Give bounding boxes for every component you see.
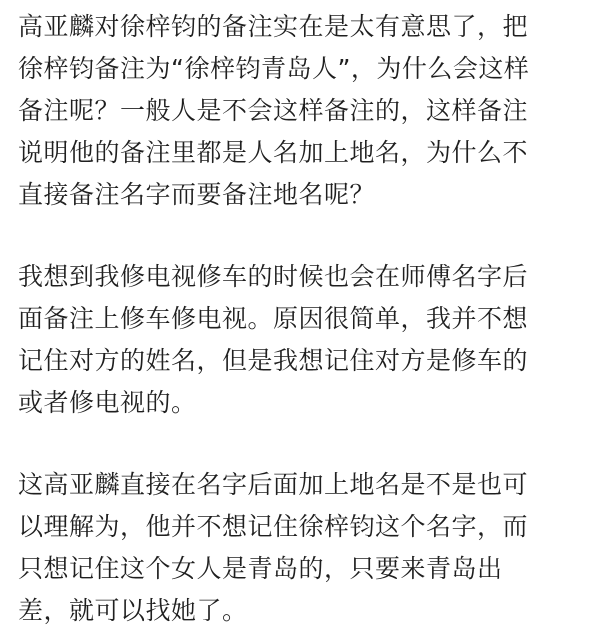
text-line: 记住对方的姓名，但是我想记住对方是修车的 — [18, 346, 529, 375]
paragraph-spacer — [18, 216, 590, 256]
text-line: 面备注上修车修电视。原因很简单，我并不想 — [18, 304, 529, 333]
text-line: 徐梓钧备注为“徐梓钧青岛人”，为什么会这样 — [18, 54, 530, 83]
text-line: 说明他的备注里都是人名加上地名，为什么不 — [18, 138, 529, 167]
text-line: 或者修电视的。 — [18, 388, 197, 417]
text-line: 以理解为，他并不想记住徐梓钧这个名字，而 — [18, 512, 529, 541]
text-line: 直接备注名字而要备注地名呢？ — [18, 180, 376, 209]
text-line: 我想到我修电视修车的时候也会在师傅名字后 — [18, 262, 529, 291]
text-line: 差，就可以找她了。 — [18, 596, 248, 625]
paragraph-2 — [18, 256, 590, 424]
text-line: 只想记住这个女人是青岛的，只要来青岛出 — [18, 554, 503, 583]
text-line: 高亚麟对徐梓钧的备注实在是太有意思了，把 — [18, 12, 529, 41]
paragraph-3 — [18, 464, 590, 632]
text-line: 备注呢？一般人是不会这样备注的，这样备注 — [18, 96, 529, 125]
paragraph-1 — [18, 6, 590, 216]
text-line: 这高亚麟直接在名字后面加上地名是不是也可 — [18, 470, 529, 499]
paragraph-spacer — [18, 424, 590, 464]
